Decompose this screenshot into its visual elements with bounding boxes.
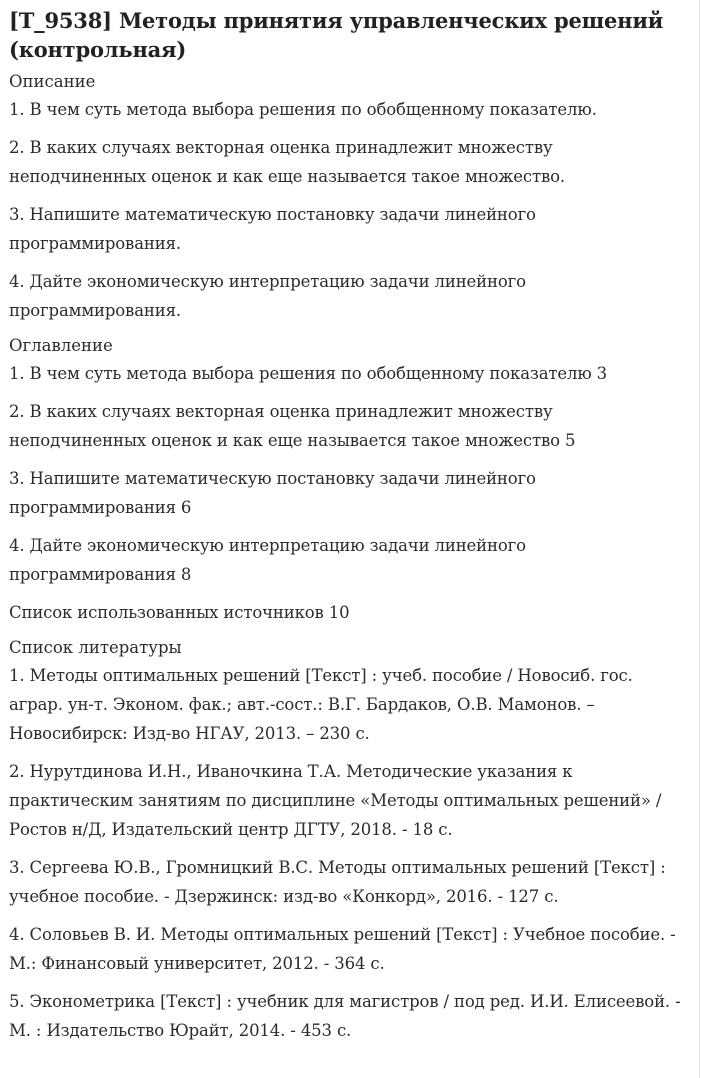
description-item: 2. В каких случаях векторная оценка принадлежит множеству неподчиненных оценок и как еще называется такое множество.	[9, 138, 566, 186]
literature-item: 1. Методы оптимальных решений [Текст] : учеб. пособие / Новосиб. гос. аграр. ун-т. Эконом. фак.; авт.-сост.: В.Г. Бардаков, О.В. Мамонов. – Новосибирск: Изд-во НГАУ, 2013. – 230 с.	[9, 666, 633, 743]
toc-item: 4. Дайте экономическую интерпретацию задачи линейного программирования 8	[9, 536, 526, 584]
description-item: 1. В чем суть метода выбора решения по обобщенному показателю.	[9, 100, 597, 119]
toc-item: 2. В каких случаях векторная оценка принадлежит множеству неподчиненных оценок и как еще называется такое множество 5	[9, 402, 576, 450]
page-title: [T_9538] Методы принятия управленческих решений (контрольная)	[9, 8, 664, 62]
description-heading: Описание	[9, 72, 96, 91]
description-item: 4. Дайте экономическую интерпретацию задачи линейного программирования.	[9, 272, 526, 320]
toc-item: 1. В чем суть метода выбора решения по обобщенному показателю 3	[9, 364, 608, 383]
literature-item: 4. Соловьев В. И. Методы оптимальных решений [Текст] : Учебное пособие. - М.: Финансовый университет, 2012. - 364 с.	[9, 925, 676, 973]
literature-item: 3. Сергеева Ю.В., Громницкий В.С. Методы оптимальных решений [Текст] : учебное пособие. - Дзержинск: изд-во «Конкорд», 2016. - 127 с.	[9, 858, 666, 906]
literature-heading: Список литературы	[9, 638, 182, 657]
toc-heading: Оглавление	[9, 336, 113, 355]
literature-item: 5. Эконометрика [Текст] : учебник для магистров / под ред. И.И. Елисеевой. - М. : Издательство Юрайт, 2014. - 453 с.	[9, 992, 681, 1040]
literature-item: 2. Нурутдинова И.Н., Иваночкина Т.А. Методические указания к практическим занятиям по дисциплине «Методы оптимальных решений» / Ростов н/Д, Издательский центр ДГТУ, 2018. - 18 с.	[9, 762, 662, 839]
toc-item: 3. Напишите математическую постановку задачи линейного программирования 6	[9, 469, 536, 517]
toc-item: Список использованных источников 10	[9, 603, 350, 622]
description-item: 3. Напишите математическую постановку задачи линейного программирования.	[9, 205, 536, 253]
